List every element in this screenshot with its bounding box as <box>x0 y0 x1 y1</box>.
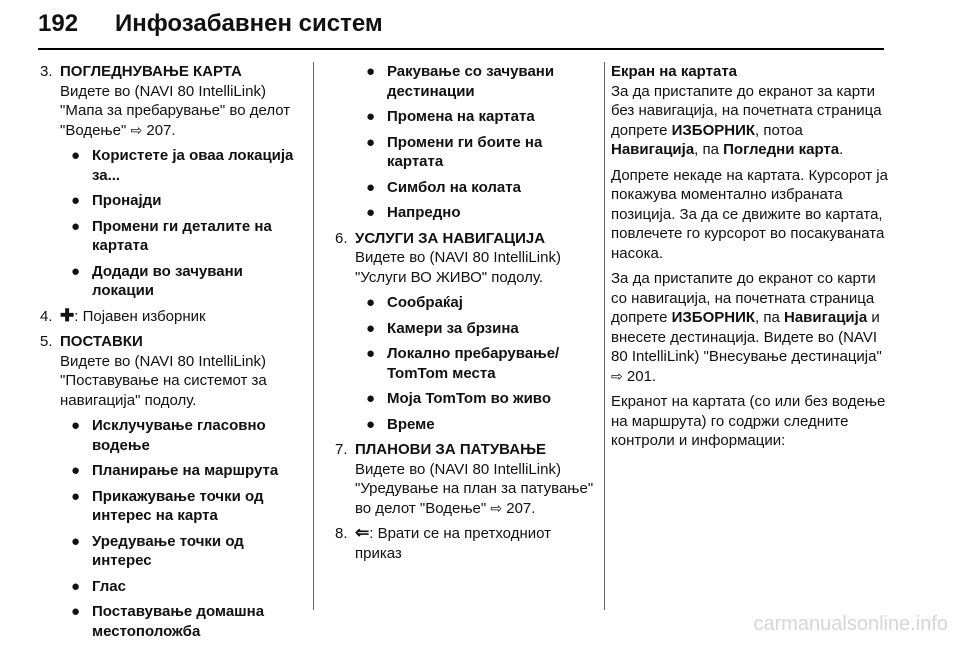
bullet-item: ● Сообраќај <box>366 294 463 311</box>
paragraph: Екранот на картата (со или без водење на маршрута) го содржи следните контроли и информации: <box>611 393 886 449</box>
list-item: 7. ПЛАНОВИ ЗА ПАТУВАЊЕ Видете во (NAVI 80 IntelliLink) "Уредување на план за патување" во делот "Водење" ⇨ 207. <box>335 440 597 518</box>
item-heading: ПОГЛЕДНУВАЊЕ КАРТА <box>60 63 242 80</box>
list-item: 3. ПОГЛЕДНУВАЊЕ КАРТА Видете во (NAVI 80 IntelliLink) "Мапа за пребарување" во делот "Водење" ⇨ 207. ● Користете ја оваа локација за... ● Пронајди ● Промени ги деталите на картата ● Додади во зачувани локации <box>40 62 302 301</box>
bullet-icon: ● <box>366 390 376 407</box>
bullet-icon: ● <box>366 204 376 221</box>
bullet-icon: ● <box>71 577 81 595</box>
paragraph: За да пристапите до екранот со карти со навигација, на почетната страница допрете ИЗБОРНИК, па Навигација и внесете дестинација. Видете во (NAVI 80 IntelliLink) "Внесување дестинација" ⇨ 201. <box>611 270 882 385</box>
plus-icon: ✚ <box>60 305 75 325</box>
bullet-item: ● Симбол на колата <box>366 178 521 196</box>
bullet-item: ● Моја TomTom во живо <box>366 390 551 407</box>
bullet-icon: ● <box>366 345 376 362</box>
bullet-icon: ● <box>366 63 376 80</box>
bullet-item: ● Локално пребарување/ TomTom места <box>366 345 560 382</box>
bullet-icon: ● <box>71 192 81 209</box>
bullet-icon: ● <box>366 294 376 311</box>
page-number: 192 <box>38 10 79 37</box>
bullet-item: ● Пронајди <box>71 192 162 209</box>
bullet-icon: ● <box>71 462 81 479</box>
page-ref-arrow-icon: ⇨ <box>490 499 503 516</box>
bullet-item: ● Промени ги деталите на картата <box>71 217 272 254</box>
bullet-icon: ● <box>366 108 376 125</box>
item-heading: ПОСТАВКИ <box>60 333 143 350</box>
bullet-icon: ● <box>71 147 81 164</box>
list-item: 6. УСЛУГИ ЗА НАВИГАЦИЈА Видете во (NAVI 80 IntelliLink) "Услуги ВО ЖИВО" подолу. ● Сообраќај ● Камери за брзина ● Локално пребарување/ TomTom места ● Моја TomTom во живо ● Време <box>335 229 597 435</box>
bullet-item: ● Поставување домашна местоположба <box>71 603 265 640</box>
paragraph: За да пристапите до екранот за карти без навигација, на почетната страница допрете ИЗБОРНИК, потоа Навигација, па Погледни карта. <box>611 82 882 158</box>
bullet-item: ● Време <box>366 415 435 433</box>
bullet-item: ● Прикажување точки од интерес на карта <box>71 487 264 524</box>
bullet-item: ● Промени ги боите на картата <box>366 133 543 170</box>
bullet-icon: ● <box>71 532 81 550</box>
bullet-item: ● Глас <box>71 577 126 595</box>
column-2 <box>335 62 597 569</box>
item-heading: УСЛУГИ ЗА НАВИГАЦИЈА <box>355 229 546 247</box>
page-ref-arrow-icon: ⇨ <box>130 121 143 138</box>
watermark: carmanualsonline.info <box>753 613 948 635</box>
bullet-icon: ● <box>71 417 81 434</box>
page-ref-arrow-icon: ⇨ <box>611 367 623 384</box>
list-item: 8. ⇐: Врати се на претходниот приказ <box>335 523 551 562</box>
column-3 <box>611 62 891 457</box>
bullet-item: ● Ракување со зачувани дестинации <box>366 63 555 100</box>
column-divider <box>604 62 605 610</box>
bullet-icon: ● <box>366 415 376 433</box>
bullet-icon: ● <box>71 217 81 235</box>
bullet-item: ● Напредно <box>366 204 461 221</box>
bullet-item: ● Исклучување гласовно водење <box>71 417 266 454</box>
column-1 <box>40 62 302 647</box>
bullet-icon: ● <box>71 262 81 280</box>
bullet-item: ● Користете ја оваа локација за... <box>71 147 294 184</box>
section-heading: Екран на картата <box>611 63 738 80</box>
bullet-icon: ● <box>71 603 81 620</box>
bullet-icon: ● <box>366 319 376 337</box>
page-title: Инфозабавнен систем <box>115 10 383 37</box>
column-divider <box>313 62 314 610</box>
bullet-item: ● Промена на картата <box>366 108 535 125</box>
item-heading: ПЛАНОВИ ЗА ПАТУВАЊЕ <box>355 441 547 458</box>
list-item: 5. ПОСТАВКИ Видете во (NAVI 80 IntelliLink) "Поставување на системот за навигација" подолу. ● Исклучување гласовно водење ● Планирање на маршрута ● Прикажување точки од интерес на карта ● Уредување точки од интерес ● Глас ● Поставување домашна местоположба <box>40 332 302 641</box>
bullet-icon: ● <box>71 487 81 505</box>
bullet-icon: ● <box>366 133 376 151</box>
bullet-item: ● Уредување точки од интерес <box>71 532 244 569</box>
bullet-icon: ● <box>366 178 376 196</box>
bullet-item: ● Камери за брзина <box>366 319 519 337</box>
paragraph: Допрете некаде на картата. Курсорот ја покажува моментално избраната позиција. За да се движите во картата, повлечете го курсорот во посакуваната насока. <box>611 166 888 262</box>
back-arrow-icon: ⇐ <box>355 523 370 542</box>
bullet-item: ● Додади во зачувани локации <box>71 262 243 299</box>
header-rule <box>38 48 884 50</box>
bullet-item: ● Планирање на маршрута <box>71 462 279 479</box>
list-item: 4. ✚: Појавен изборник <box>40 305 206 325</box>
page-header <box>0 0 960 50</box>
